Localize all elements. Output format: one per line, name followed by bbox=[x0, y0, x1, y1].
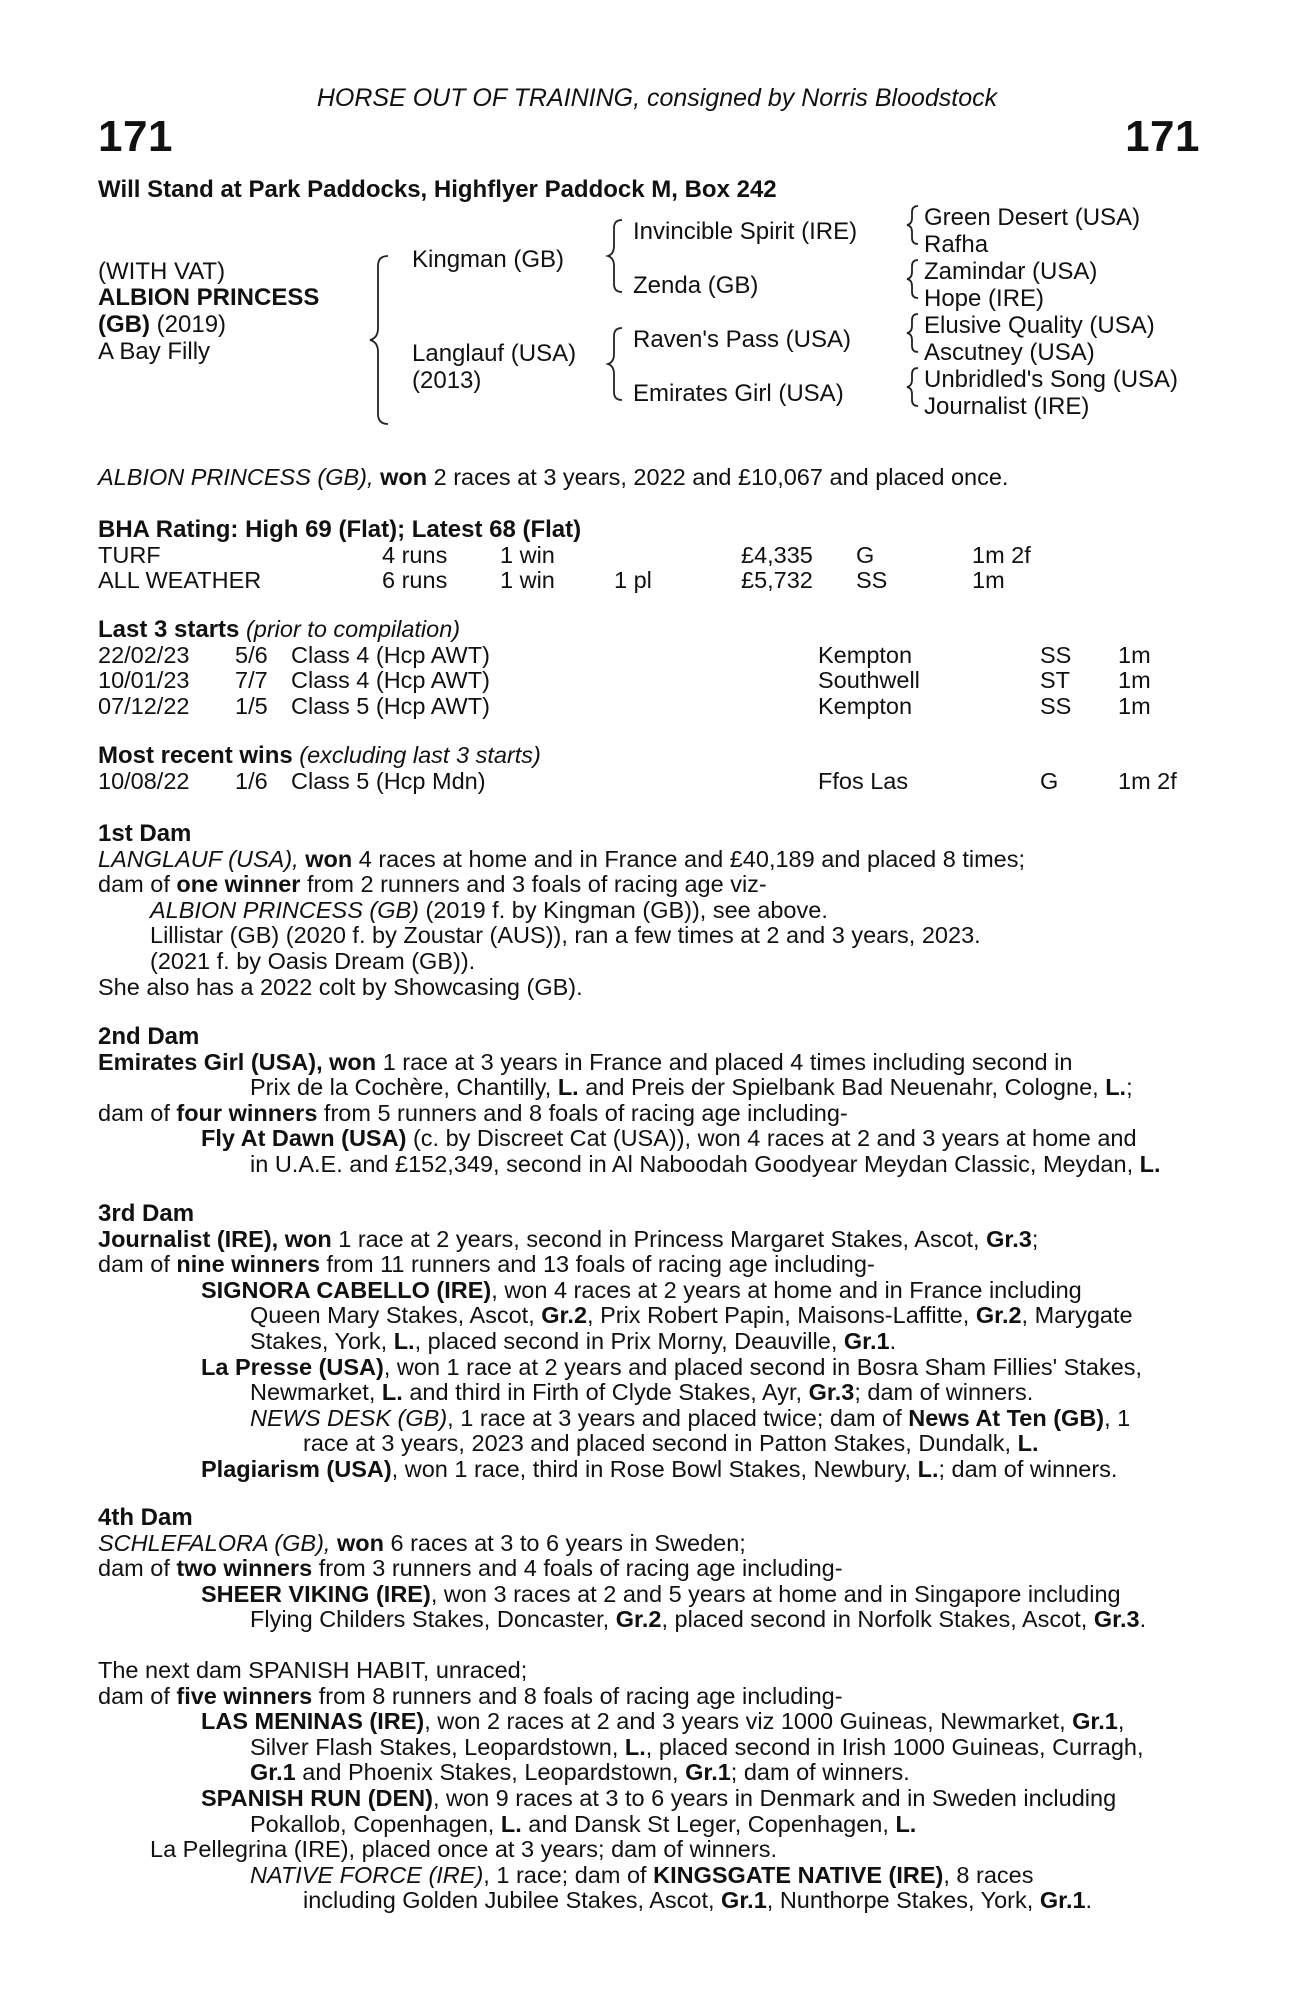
text-run: and Preis der Spielbank Bad Neuenahr, Cologne, bbox=[585, 1074, 1099, 1101]
win-going: G bbox=[1040, 767, 1059, 794]
rating-row-all-weather bbox=[98, 568, 1208, 594]
text-run: won bbox=[305, 845, 353, 872]
text-run: Gr.1 bbox=[1039, 1887, 1086, 1914]
win-course: Ffos Las bbox=[818, 767, 909, 794]
pedigree-sire-dam: Zenda (GB) bbox=[633, 272, 759, 299]
text-run: ; dam of winners. bbox=[730, 1759, 910, 1786]
vat-label: (WITH VAT) bbox=[98, 258, 226, 285]
third-dam-heading: 3rd Dam bbox=[98, 1200, 195, 1227]
start-position: 1/5 bbox=[235, 692, 268, 719]
text-run: five winners bbox=[176, 1682, 313, 1709]
third-dam-line bbox=[98, 1457, 1208, 1483]
recent-wins-note: (excluding last 3 starts) bbox=[299, 742, 541, 768]
rating-heading: BHA Rating: High 69 (Flat); Latest 68 (Flat) bbox=[98, 516, 582, 543]
first-dam-line bbox=[98, 872, 1208, 898]
next-dam-line bbox=[98, 1863, 1208, 1889]
rating-wins: 1 win bbox=[500, 541, 555, 568]
pedigree-dam: Langlauf (USA) bbox=[412, 340, 577, 367]
text-run: Silver Flash Stakes, Leopardstown, bbox=[250, 1733, 619, 1760]
text-run: ; bbox=[1031, 1225, 1039, 1252]
rating-surface: ALL WEATHER bbox=[98, 567, 262, 594]
brace-g1 bbox=[907, 206, 918, 244]
start-going: SS bbox=[1040, 692, 1072, 719]
pedigree-sire: Kingman (GB) bbox=[412, 246, 565, 273]
third-dam-line bbox=[98, 1278, 1208, 1304]
pedigree-g5: Elusive Quality (USA) bbox=[924, 312, 1155, 339]
text-run: Gr.2 bbox=[615, 1606, 662, 1633]
text-run: Emirates Girl (USA), bbox=[98, 1048, 323, 1075]
second-dam-line bbox=[98, 1050, 1208, 1076]
last-start-row bbox=[98, 694, 1208, 720]
text-run: race at 3 years, 2023 and placed second in Patton Stakes, Dundalk, bbox=[303, 1430, 1012, 1457]
text-run: L. bbox=[557, 1074, 579, 1101]
text-run: , won 1 race, third in Rose Bowl Stakes, Newbury, bbox=[391, 1455, 912, 1482]
text-run: ; dam of winners. bbox=[854, 1379, 1034, 1406]
lot-number-right: 171 bbox=[1125, 112, 1200, 161]
recent-wins-heading bbox=[98, 743, 1208, 769]
brace-g3 bbox=[907, 314, 918, 352]
text-run: (c. by Discreet Cat (USA)), won 4 races at 2 and 3 years at home and bbox=[412, 1125, 1137, 1152]
text-run: , Nunthorpe Stakes, York, bbox=[766, 1887, 1034, 1914]
win-position: 1/6 bbox=[235, 767, 268, 794]
next-dam-line: La Pellegrina (IRE), placed once at 3 years; dam of winners. bbox=[150, 1836, 777, 1863]
rating-section bbox=[98, 517, 1208, 594]
fourth-dam-line bbox=[98, 1531, 1208, 1557]
text-run: , won 1 race at 2 years and placed second in Bosra Sham Fillies' Stakes, bbox=[383, 1353, 1143, 1380]
start-distance: 1m bbox=[1118, 641, 1151, 668]
text-run: News At Ten (GB) bbox=[908, 1404, 1105, 1431]
third-dam-line bbox=[98, 1355, 1208, 1381]
text-run: Pokallob, Copenhagen, bbox=[250, 1810, 495, 1837]
last-starts-note: (prior to compilation) bbox=[245, 616, 461, 642]
text-run: Gr.3 bbox=[986, 1225, 1032, 1252]
text-run: SIGNORA CABELLO (IRE) bbox=[201, 1276, 492, 1303]
start-course: Southwell bbox=[818, 667, 920, 694]
first-dam-line bbox=[98, 847, 1208, 873]
stand-location: Will Stand at Park Paddocks, Highflyer Paddock M, Box 242 bbox=[98, 176, 777, 203]
text-run: L. bbox=[917, 1455, 939, 1482]
pedigree-g1: Green Desert (USA) bbox=[924, 204, 1141, 231]
text-run: Queen Mary Stakes, Ascot, bbox=[250, 1302, 535, 1329]
summary-horse-name: ALBION PRINCESS (GB), bbox=[98, 464, 374, 490]
rating-distance: 1m bbox=[972, 567, 1005, 594]
text-run: , won 9 races at 3 to 6 years in Denmark and in Sweden including bbox=[432, 1784, 1117, 1811]
start-date: 07/12/22 bbox=[98, 692, 190, 719]
text-run: L. bbox=[1139, 1150, 1161, 1177]
win-date: 10/08/22 bbox=[98, 767, 190, 794]
start-going: ST bbox=[1040, 667, 1071, 694]
third-dam-line bbox=[98, 1431, 1208, 1457]
start-position: 7/7 bbox=[235, 667, 268, 694]
text-run: Fly At Dawn (USA) bbox=[201, 1125, 407, 1152]
first-dam-heading: 1st Dam bbox=[98, 820, 192, 847]
fourth-dam-section bbox=[98, 1505, 1208, 1633]
summary-rest: 2 races at 3 years, 2022 and £10,067 and placed once. bbox=[433, 464, 1009, 490]
rating-runs: 4 runs bbox=[382, 541, 448, 568]
text-run: NEWS DESK (GB) bbox=[250, 1404, 448, 1431]
text-run: , placed second in Prix Morny, Deauville, bbox=[414, 1327, 838, 1354]
fourth-dam-line bbox=[98, 1582, 1208, 1608]
text-run: Gr.1 bbox=[685, 1759, 731, 1786]
first-dam-line bbox=[98, 898, 1208, 924]
text-run: , won 3 races at 2 and 5 years at home and in Singapore including bbox=[430, 1580, 1121, 1607]
text-run: , Prix Robert Papin, Maisons-Laffitte, bbox=[587, 1302, 970, 1329]
second-dam-line bbox=[98, 1101, 1208, 1127]
next-dam-line bbox=[98, 1760, 1208, 1786]
next-dam-section bbox=[98, 1658, 1208, 1914]
start-distance: 1m bbox=[1118, 667, 1151, 694]
text-run: SCHLEFALORA (GB), bbox=[98, 1529, 331, 1556]
last-starts-title: Last 3 starts bbox=[98, 616, 240, 643]
pedigree-sire-sire: Invincible Spirit (IRE) bbox=[633, 218, 858, 245]
text-run: dam of bbox=[98, 1251, 170, 1278]
text-run: NATIVE FORCE (IRE) bbox=[250, 1861, 484, 1888]
text-run: from 8 runners and 8 foals of racing age including- bbox=[318, 1682, 843, 1709]
summary-won: won bbox=[380, 464, 428, 490]
horse-origin: (GB) bbox=[98, 311, 150, 338]
text-run: . bbox=[1139, 1606, 1147, 1633]
horse-description: A Bay Filly bbox=[98, 338, 211, 365]
text-run: 1 race at 3 years in France and placed 4 times including second in bbox=[382, 1048, 1073, 1075]
pedigree-g6: Ascutney (USA) bbox=[924, 339, 1095, 366]
text-run: L. bbox=[1017, 1430, 1039, 1457]
third-dam-section bbox=[98, 1201, 1208, 1483]
last-start-row bbox=[98, 668, 1208, 694]
second-dam-line bbox=[98, 1075, 1208, 1101]
text-run: one winner bbox=[176, 871, 301, 898]
start-course: Kempton bbox=[818, 692, 913, 719]
first-dam-line: (2021 f. by Oasis Dream (GB)). bbox=[150, 947, 476, 974]
fourth-dam-line bbox=[98, 1556, 1208, 1582]
text-run: from 11 runners and 13 foals of racing age including- bbox=[326, 1251, 875, 1278]
pedigree-dam-dam: Emirates Girl (USA) bbox=[633, 380, 844, 407]
last-starts-section bbox=[98, 617, 1208, 719]
text-run: Gr.3 bbox=[1093, 1606, 1140, 1633]
start-date: 22/02/23 bbox=[98, 641, 190, 668]
text-run: dam of bbox=[98, 1555, 170, 1582]
text-run: KINGSGATE NATIVE (IRE) bbox=[653, 1861, 944, 1888]
text-run: from 3 runners and 4 foals of racing age including- bbox=[318, 1555, 843, 1582]
text-run: Gr.1 bbox=[721, 1887, 767, 1914]
text-run: L. bbox=[500, 1810, 522, 1837]
pedigree-dam-year: (2013) bbox=[412, 367, 482, 394]
text-run: won bbox=[336, 1529, 384, 1556]
text-run: , won 2 races at 2 and 3 years viz 1000 Guineas, Newmarket, bbox=[424, 1708, 1066, 1735]
text-run: . bbox=[1085, 1887, 1093, 1914]
start-date: 10/01/23 bbox=[98, 667, 190, 694]
last-start-row bbox=[98, 643, 1208, 669]
text-run: nine winners bbox=[176, 1251, 321, 1278]
text-run: Gr.2 bbox=[975, 1302, 1022, 1329]
text-run: won bbox=[284, 1225, 332, 1252]
text-run: Gr.1 bbox=[250, 1759, 296, 1786]
text-run: 1 race at 2 years, second in Princess Margaret Stakes, Ascot, bbox=[338, 1225, 980, 1252]
text-run: and Phoenix Stakes, Leopardstown, bbox=[302, 1759, 679, 1786]
rating-surface: TURF bbox=[98, 541, 161, 568]
pedigree-g2: Rafha bbox=[924, 231, 989, 258]
first-dam-section bbox=[98, 821, 1208, 1000]
horse-year: (2019) bbox=[149, 311, 227, 338]
fourth-dam-heading: 4th Dam bbox=[98, 1504, 193, 1531]
next-dam-line bbox=[98, 1888, 1208, 1914]
consignment-header: HORSE OUT OF TRAINING, consigned by Norris Bloodstock bbox=[316, 84, 998, 112]
fourth-dam-line bbox=[98, 1607, 1208, 1633]
text-run: ; bbox=[1126, 1074, 1133, 1101]
text-run: ; dam of winners. bbox=[938, 1455, 1118, 1482]
text-run: L. bbox=[381, 1379, 403, 1406]
rating-wins: 1 win bbox=[500, 567, 555, 594]
text-run: SPANISH RUN (DEN) bbox=[201, 1784, 433, 1811]
lot-number-left: 171 bbox=[98, 112, 173, 161]
pedigree-g4: Hope (IRE) bbox=[924, 285, 1045, 312]
rating-going: G bbox=[856, 541, 875, 568]
win-distance: 1m 2f bbox=[1118, 767, 1177, 794]
last-starts-heading bbox=[98, 617, 1208, 643]
brace-dam bbox=[608, 328, 622, 400]
text-run: , bbox=[1117, 1708, 1125, 1735]
next-dam-line: The next dam SPANISH HABIT, unraced; bbox=[98, 1657, 528, 1683]
text-run: L. bbox=[624, 1733, 646, 1760]
start-class: Class 5 (Hcp AWT) bbox=[291, 692, 490, 719]
text-run: . bbox=[889, 1327, 897, 1354]
rating-runs: 6 runs bbox=[382, 567, 448, 594]
rating-going: SS bbox=[856, 567, 888, 594]
race-summary bbox=[98, 465, 1208, 491]
text-run: and third in Firth of Clyde Stakes, Ayr, bbox=[409, 1379, 803, 1406]
brace-g4 bbox=[907, 368, 918, 406]
third-dam-line bbox=[98, 1303, 1208, 1329]
recent-wins-section bbox=[98, 743, 1208, 794]
text-run: LAS MENINAS (IRE) bbox=[201, 1708, 425, 1735]
text-run: Gr.3 bbox=[808, 1379, 855, 1406]
first-dam-line: Lillistar (GB) (2020 f. by Zoustar (AUS)), ran a few times at 2 and 3 years, 2023. bbox=[150, 922, 981, 949]
rating-earnings: £5,732 bbox=[741, 567, 813, 594]
brace-sire bbox=[608, 220, 622, 292]
text-run: Prix de la Cochère, Chantilly, bbox=[250, 1074, 552, 1101]
text-run: L. bbox=[895, 1810, 917, 1837]
start-course: Kempton bbox=[818, 641, 913, 668]
text-run: (2019 f. by Kingman (GB)), see above. bbox=[425, 896, 828, 923]
second-dam-line bbox=[98, 1152, 1208, 1178]
third-dam-line bbox=[98, 1252, 1208, 1278]
third-dam-line bbox=[98, 1406, 1208, 1432]
rating-earnings: £4,335 bbox=[741, 541, 813, 568]
text-run: dam of bbox=[98, 1099, 170, 1126]
text-run: , placed second in Norfolk Stakes, Ascot, bbox=[661, 1606, 1088, 1633]
text-run: Plagiarism (USA) bbox=[201, 1455, 392, 1482]
text-run: 6 races at 3 to 6 years in Sweden; bbox=[390, 1529, 746, 1556]
text-run: Gr.1 bbox=[1072, 1708, 1118, 1735]
text-run: from 5 runners and 8 foals of racing age including- bbox=[323, 1099, 848, 1126]
next-dam-line bbox=[98, 1709, 1208, 1735]
next-dam-line bbox=[98, 1812, 1208, 1838]
start-position: 5/6 bbox=[235, 641, 268, 668]
text-run: two winners bbox=[176, 1555, 313, 1582]
text-run: , 8 races bbox=[943, 1861, 1034, 1888]
text-run: Newmarket, bbox=[250, 1379, 376, 1406]
second-dam-line bbox=[98, 1126, 1208, 1152]
text-run: SHEER VIKING (IRE) bbox=[201, 1580, 431, 1607]
recent-win-row bbox=[98, 769, 1208, 795]
next-dam-line bbox=[98, 1735, 1208, 1761]
text-run: Gr.2 bbox=[541, 1302, 588, 1329]
pedigree-g3: Zamindar (USA) bbox=[924, 258, 1098, 285]
text-run: including Golden Jubilee Stakes, Ascot, bbox=[303, 1887, 715, 1914]
text-run: in U.A.E. and £152,349, second in Al Naboodah Goodyear Meydan Classic, Meydan, bbox=[250, 1150, 1134, 1177]
next-dam-line bbox=[98, 1786, 1208, 1812]
next-dam-line bbox=[98, 1684, 1208, 1710]
first-dam-line: She also has a 2022 colt by Showcasing (GB). bbox=[98, 973, 583, 1000]
text-run: , 1 race at 3 years and placed twice; dam of bbox=[447, 1404, 902, 1431]
horse-name: ALBION PRINCESS bbox=[98, 284, 320, 311]
win-class: Class 5 (Hcp Mdn) bbox=[291, 767, 486, 794]
start-going: SS bbox=[1040, 641, 1072, 668]
text-run: 4 races at home and in France and £40,189 and placed 8 times; bbox=[358, 845, 1025, 872]
text-run: dam of bbox=[98, 1682, 170, 1709]
text-run: Flying Childers Stakes, Doncaster, bbox=[250, 1606, 610, 1633]
brace-g2 bbox=[907, 260, 918, 298]
text-run: Stakes, York, bbox=[250, 1327, 388, 1354]
text-run: La Presse (USA) bbox=[201, 1353, 384, 1380]
second-dam-heading: 2nd Dam bbox=[98, 1023, 200, 1050]
text-run: dam of bbox=[98, 871, 170, 898]
start-class: Class 4 (Hcp AWT) bbox=[291, 667, 490, 694]
text-run: ALBION PRINCESS (GB) bbox=[150, 896, 419, 923]
text-run: , 1 bbox=[1104, 1404, 1131, 1431]
rating-distance: 1m 2f bbox=[972, 541, 1031, 568]
text-run: , won 4 races at 2 years at home and in France including bbox=[491, 1276, 1082, 1303]
text-run: , Marygate bbox=[1021, 1302, 1133, 1329]
rating-row-turf bbox=[98, 543, 1208, 569]
third-dam-line bbox=[98, 1227, 1208, 1253]
pedigree-g8: Journalist (IRE) bbox=[924, 393, 1090, 420]
text-run: Journalist (IRE), bbox=[98, 1225, 279, 1252]
text-run: L. bbox=[1105, 1074, 1127, 1101]
start-distance: 1m bbox=[1118, 692, 1151, 719]
third-dam-line bbox=[98, 1380, 1208, 1406]
pedigree-g7: Unbridled's Song (USA) bbox=[924, 366, 1179, 393]
text-run: won bbox=[329, 1048, 377, 1075]
text-run: , 1 race; dam of bbox=[483, 1861, 647, 1888]
text-run: , placed second in Irish 1000 Guineas, Curragh, bbox=[645, 1733, 1144, 1760]
rating-placed: 1 pl bbox=[614, 567, 652, 594]
text-run: L. bbox=[393, 1327, 415, 1354]
brace-main bbox=[370, 256, 388, 424]
recent-wins-title: Most recent wins bbox=[98, 742, 293, 769]
pedigree-dam-sire: Raven's Pass (USA) bbox=[633, 326, 851, 353]
start-class: Class 4 (Hcp AWT) bbox=[291, 641, 490, 668]
text-run: LANGLAUF (USA), bbox=[98, 845, 299, 872]
third-dam-line bbox=[98, 1329, 1208, 1355]
text-run: four winners bbox=[176, 1099, 318, 1126]
text-run: and Dansk St Leger, Copenhagen, bbox=[528, 1810, 889, 1837]
text-run: from 2 runners and 3 foals of racing age viz- bbox=[306, 871, 767, 898]
summary-line bbox=[98, 465, 1208, 491]
text-run: Gr.1 bbox=[843, 1327, 890, 1354]
second-dam-section bbox=[98, 1024, 1208, 1178]
